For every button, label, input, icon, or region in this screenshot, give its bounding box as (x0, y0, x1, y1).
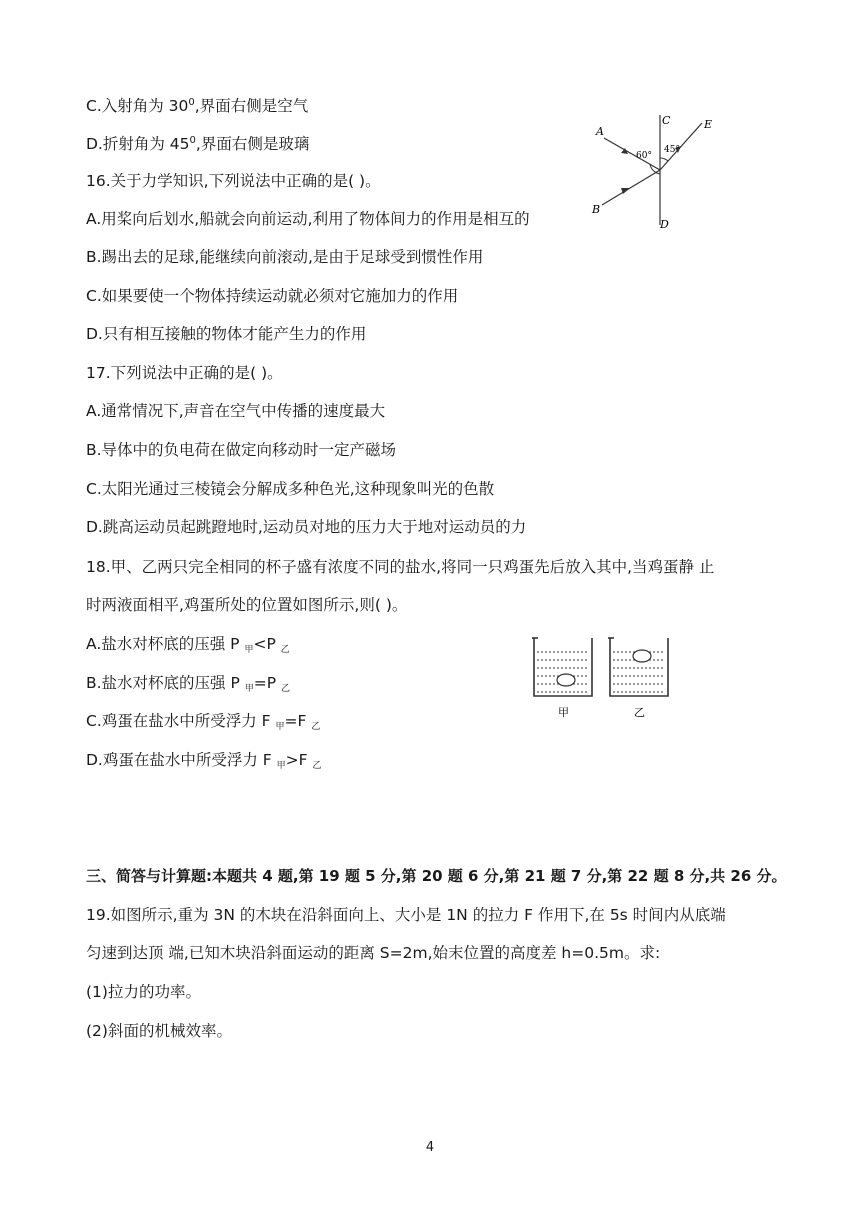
q17-option-b: B.导体中的负电荷在做定向移动时一定产磁场 (86, 441, 397, 459)
page-number: 4 (425, 1140, 435, 1155)
q15-option-d: D.折射角为 $45^0$,界面右侧是玻璃 (86, 135, 310, 153)
q16-option-d: D.只有相互接触的物体才能产生力的作用 (86, 325, 367, 343)
angle-60: 60° (636, 151, 652, 161)
q16-option-a: A.用桨向后划水,船就会向前运动,利用了物体间力的作用是相互的 (86, 210, 530, 228)
section3-title: 三、简答与计算题:本题共 4 题,第 19 题 5 分,第 20 题 6 分,第 21 题 7 分,第 22 题 8 分,共 26 分。 (86, 867, 787, 885)
label-C: C (662, 114, 671, 127)
q19-part1: (1)拉力的功率。 (86, 983, 201, 1001)
refraction-figure (590, 110, 730, 235)
q18-stem-line1: 18.甲、乙两只完全相同的杯子盛有浓度不同的盐水,将同一只鸡蛋先后放入其中,当鸡蛋静 止 (86, 558, 715, 576)
q17-option-d: D.跳高运动员起跳蹬地时,运动员对地的压力大于地对运动员的力 (86, 518, 527, 536)
label-A: A (596, 125, 604, 138)
q16-option-b: B.踢出去的足球,能继续向前滚动,是由于足球受到惯性作用 (86, 248, 484, 266)
q19-part2: (2)斜面的机械效率。 (86, 1022, 232, 1040)
q16-option-c: C.如果要使一个物体持续运动就必须对它施加力的作用 (86, 287, 459, 305)
q19-line1: 19.如图所示,重为 3N 的木块在沿斜面向上、大小是 1N 的拉力 F 作用下,在 5s 时间内从底端 (86, 906, 726, 924)
q18-option-c: C.鸡蛋在盐水中所受浮力 F $_甲$=F $_乙$ (86, 712, 321, 732)
label-B: B (592, 203, 601, 216)
q16-stem: 16.关于力学知识,下列说法中正确的是( )。 (86, 172, 381, 190)
q18-option-d: D.鸡蛋在盐水中所受浮力 F $_甲$>F $_乙$ (86, 751, 322, 771)
q18-option-b: B.盐水对杯底的压强 P $_甲$=P $_乙$ (86, 674, 291, 694)
egg-left (557, 674, 575, 686)
beaker-right-label: 乙 (634, 706, 645, 719)
label-E: E (704, 118, 713, 131)
angle-45: 45° (664, 145, 680, 155)
beaker-left-label: 甲 (558, 706, 569, 719)
egg-right (633, 650, 651, 662)
beakers-figure (528, 632, 688, 724)
q17-option-c: C.太阳光通过三棱镜会分解成多种色光,这种现象叫光的色散 (86, 480, 495, 498)
q18-stem-line2: 时两液面相平,鸡蛋所处的位置如图所示,则( )。 (86, 596, 408, 614)
q19-line2: 匀速到达顶 端,已知木块沿斜面运动的距离 S=2m,始末位置的高度差 h=0.5m。求: (86, 944, 661, 962)
q17-stem: 17.下列说法中正确的是( )。 (86, 364, 283, 382)
q15-option-c: C.入射角为 $30^0$,界面右侧是空气 (86, 97, 309, 115)
label-D: D (660, 218, 669, 231)
q17-option-a: A.通常情况下,声音在空气中传播的速度最大 (86, 402, 386, 420)
q18-option-a: A.盐水对杯底的压强 P $_甲$<P $_乙$ (86, 635, 290, 655)
